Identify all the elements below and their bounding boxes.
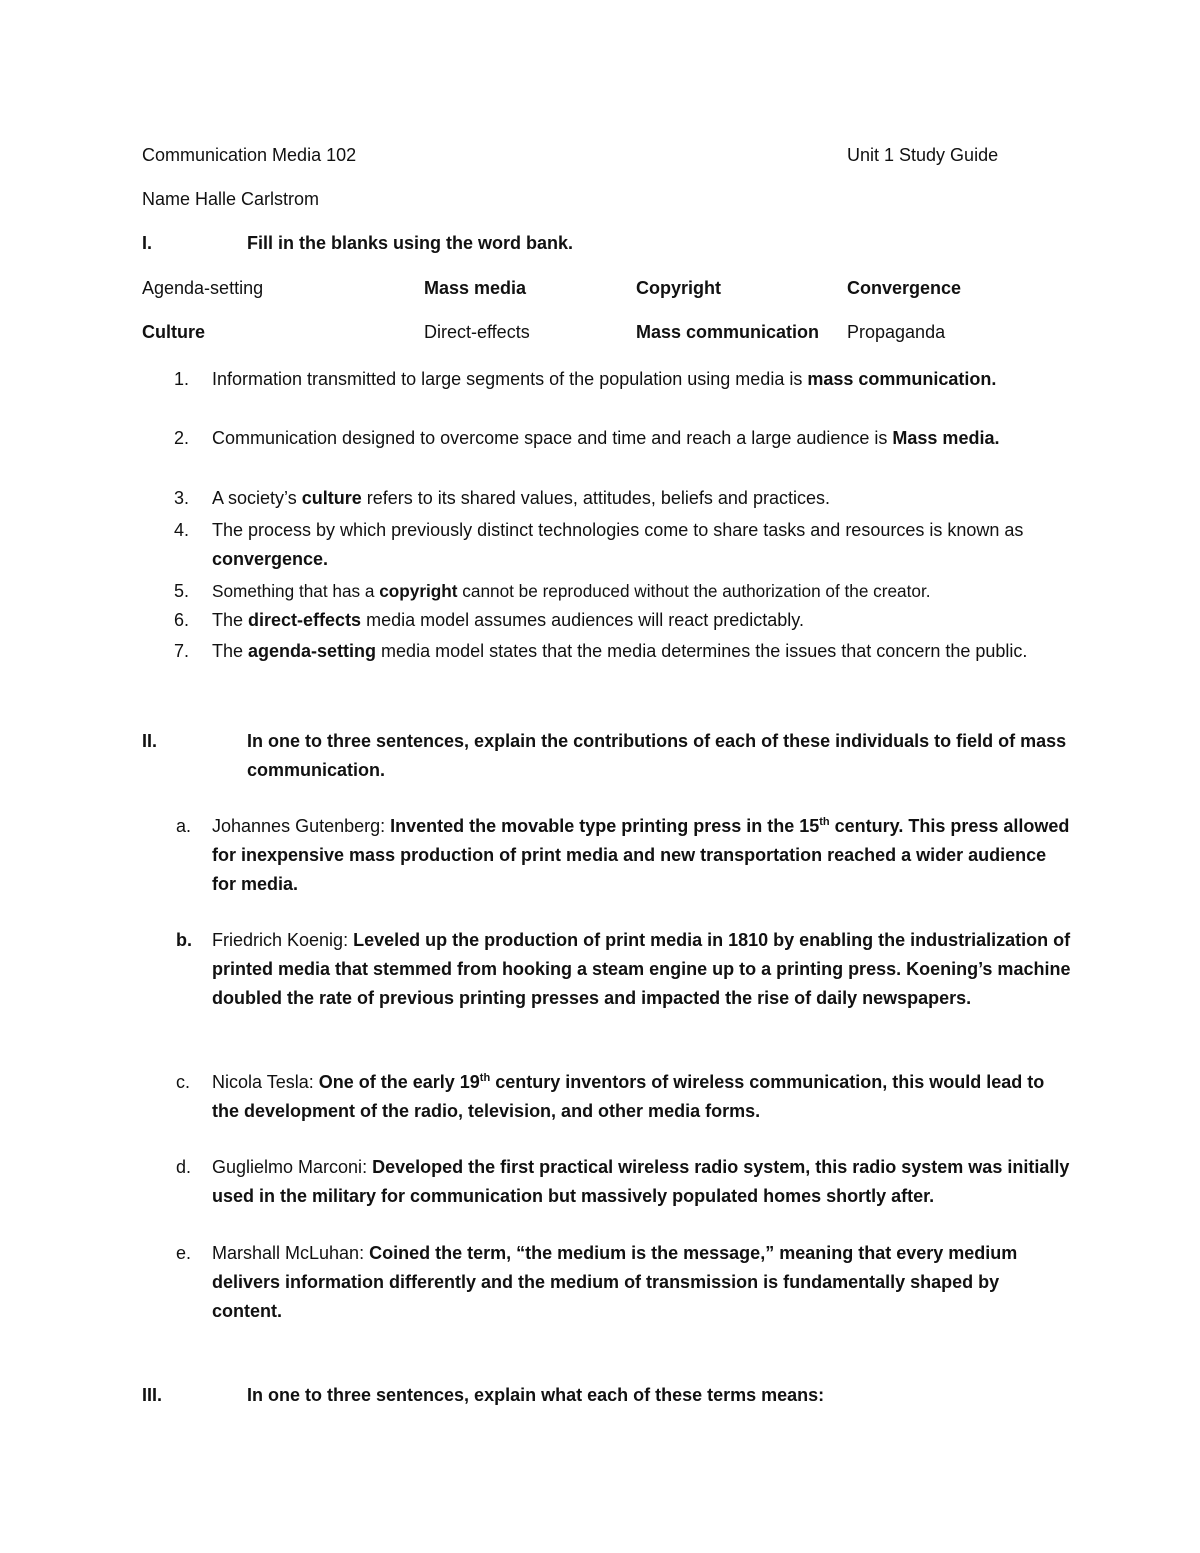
item-text: The <box>212 610 249 630</box>
item-number: 4. <box>174 520 190 540</box>
section-2-number: II. <box>142 731 158 751</box>
item-letter: b. <box>176 930 192 950</box>
item-text: Information transmitted to large segments of the population using media is <box>212 369 808 389</box>
contribution-text: One of the early 19 <box>318 1072 480 1092</box>
person-name: Friedrich Koenig <box>212 930 344 950</box>
word-bank-item: Agenda-setting <box>142 278 264 298</box>
item-text: refers to its shared values, attitudes, beliefs and practices. <box>361 488 830 508</box>
person-name: Marshall McLuhan <box>212 1243 360 1263</box>
document-page: Communication Media 102 Unit 1 Study Guide Name Halle Carlstrom I. Fill in the blanks using the word bank. Agenda-setting Mass media Copyright Convergence Culture Direct-effects Mass communication Propaganda 1. Information transmitted to large segments of the population using media is mass communication. 2. Communication designed to overcome space and time and reach a large audience is Mass media. 3. A society’s culture refers to its shared values, attitudes, beliefs and practices. 4. The process by which previously distinct technologies come to share tasks and resources is known as convergence. 5. Something that has a copyright cannot be reproduced without the authorization of the creator. 6. The direct-effects media model assumes audiences will react predictably. 7. The agenda-setting media model states that the media determines the issues that concern the public. II. In one to three sentences, explain the contributions of each of these individuals to field of mass communication. a. Johannes Gutenberg: Invented the movable type printing press in the 15th century. This press allowed for inexpensive mass production of print media and new transportation reached a wider audience for media. b. Friedrich Koenig: Leveled up the production of print media in 1810 by enabling the industrialization of printed media that stemmed from hooking a steam engine up to a printing press. Koening’s machine doubled the rate of previous printing presses and impacted the rise of daily newspapers. c. Nicola Tesla: One of the early 19th century inventors of wireless communication, this would lead to the development of the radio, television, and other media forms. d. Guglielmo Marconi: Developed the first practical wireless radio system, this radio system was initially used in the military for communication but massively populated homes shortly after. e. Marshall McLuhan: Coined the term, “the medium is the message,” meaning that every medium delivers information differently and the medium of transmission is fundamentally shaped by content. III. In one to three sentences, explain what each of these terms means: <box>0 0 1200 1553</box>
item-text: Communication designed to overcome space and time and reach a large audience is <box>212 428 893 448</box>
superscript: th <box>479 1072 491 1084</box>
person-name: Nicola Tesla <box>212 1072 309 1092</box>
word-bank-item: Mass communication <box>636 322 820 342</box>
item-number: 7. <box>174 641 190 661</box>
section-2-title: In one to three sentences, explain the contributions of each of these individuals to field of mass communication. <box>247 731 1067 780</box>
contribution-text: century inventors of wireless communication, this would lead to the development of the radio, television, and other media forms. <box>212 1072 1045 1121</box>
word-bank-item: Propaganda <box>847 322 946 342</box>
item-text: The process by which previously distinct technologies come to share tasks and resources is known as <box>212 520 1024 540</box>
course-title: Communication Media 102 <box>142 145 357 165</box>
item-text: Something that has a <box>212 581 380 601</box>
item-letter: c. <box>176 1072 191 1092</box>
item-number: 1. <box>174 369 190 389</box>
item-text: The <box>212 641 249 661</box>
item-number: 6. <box>174 610 190 630</box>
item-letter: a. <box>176 816 192 836</box>
item-text: media model assumes audiences will react predictably. <box>361 610 804 630</box>
item-answer: mass communication. <box>807 369 997 389</box>
item-answer: direct-effects <box>248 610 362 630</box>
section-3-title: In one to three sentences, explain what each of these terms means: <box>247 1385 825 1405</box>
item-number: 2. <box>174 428 190 448</box>
item-answer: agenda-setting <box>248 641 377 661</box>
contribution-text: century. This press allowed for inexpensive mass production of print media and new transportation reached a wider audience for media. <box>212 816 1070 894</box>
section-3-number: III. <box>142 1385 163 1405</box>
section-1-title: Fill in the blanks using the word bank. <box>247 233 574 253</box>
item-text: A society’s <box>212 488 302 508</box>
item-number: 3. <box>174 488 190 508</box>
item-text: cannot be reproduced without the authorization of the creator. <box>457 581 931 601</box>
word-bank-item: Mass media <box>424 278 527 298</box>
contribution-text: Developed the first practical wireless radio system, this radio system was initially used in the military for communication but massively populated homes shortly after. <box>212 1157 1070 1206</box>
item-text: media model states that the media determines the issues that concern the public. <box>376 641 1028 661</box>
unit-title: Unit 1 Study Guide <box>847 145 999 165</box>
item-letter: e. <box>176 1243 192 1263</box>
contribution-text: Invented the movable type printing press in the 15 <box>390 816 820 836</box>
word-bank-item: Culture <box>142 322 205 342</box>
item-answer: convergence. <box>212 549 329 569</box>
word-bank-item: Copyright <box>636 278 721 298</box>
word-bank-item: Direct-effects <box>424 322 530 342</box>
item-answer: Mass media. <box>892 428 1000 448</box>
superscript: th <box>819 816 830 828</box>
item-number: 5. <box>174 581 190 601</box>
item-answer: culture <box>301 488 362 508</box>
item-letter: d. <box>176 1157 192 1177</box>
person-name: Johannes Gutenberg <box>212 816 381 836</box>
student-name-line: Name Halle Carlstrom <box>142 189 320 209</box>
item-answer: copyright <box>379 581 458 601</box>
person-name: Guglielmo Marconi <box>212 1157 363 1177</box>
section-1-number: I. <box>142 233 153 253</box>
word-bank-item: Convergence <box>847 278 962 298</box>
contribution-text: Coined the term, “the medium is the message,” meaning that every medium delivers information differently and the medium of transmission is fundamentally shaped by content. <box>212 1243 1018 1321</box>
contribution-text: Leveled up the production of print media in 1810 by enabling the industrialization of printed media that stemmed from hooking a steam engine up to a printing press. Koening’s machine doubled the rate of previous printing presses and impacted the rise of daily newspapers. <box>212 930 1071 1008</box>
